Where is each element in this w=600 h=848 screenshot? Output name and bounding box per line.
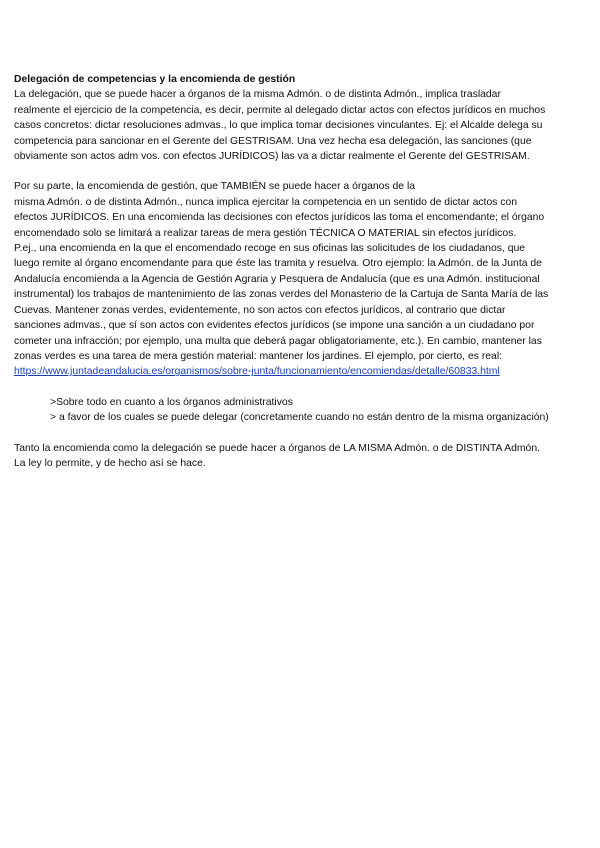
paragraph-delegacion	[14, 87, 586, 164]
bullet-list	[14, 395, 586, 426]
list-item: > a favor de los cuales se puede delegar (concretamente cuando no están dentro de la misma organización)	[50, 412, 549, 424]
paragraph-encomienda	[14, 179, 586, 379]
document-body	[14, 72, 586, 471]
text-line: P.ej., una encomienda en la que el encomendado recoge en sus oficinas las solicitudes de los ciudadanos, que	[14, 243, 526, 255]
text-line: obviamente son actos adm vos. con efectos JURÍDICOS) las va a dictar realmente el Gerente del GESTRISAM.	[14, 151, 530, 163]
encomiendas-link[interactable]: https://www.juntadeandalucia.es/organismos/sobre-junta/funcionamiento/encomiendas/detalle/60833.html	[14, 366, 500, 378]
text-line: sanciones admvas., que sí son actos con evidentes efectos jurídicos (se impone una sanción a un ciudadano por	[14, 320, 535, 332]
text-line: La delegación, que se puede hacer a órganos de la misma Admón. o de distinta Admón., implica trasladar	[14, 89, 501, 101]
text-line: competencia para sancionar en el Gerente del GESTRISAM. Una vez hecha esa delegación, las sanciones (que	[14, 135, 532, 147]
text-line: Tanto la encomienda como la delegación se puede hacer a órganos de LA MISMA Admón. o de DISTINTA Admón.	[14, 442, 541, 454]
list-item: >Sobre todo en cuanto a los órganos administrativos	[50, 396, 293, 408]
paragraph-gap	[14, 164, 586, 179]
text-line: Andalucía encomienda a la Agencia de Gestión Agraria y Pesquera de Andalucía (que es una Admón. institucional	[14, 273, 540, 285]
paragraph-gap	[14, 426, 586, 441]
text-line: luego remite al órgano encomendante para que éste las tramita y resuelva. Otro ejemplo: la Admón. de la Junta de	[14, 258, 542, 270]
text-line: casos concretos: dictar resoluciones admvas., lo que implica tomar decisiones vinculantes. Ej: el Alcalde delega su	[14, 120, 543, 132]
paragraph-gap	[14, 380, 586, 395]
text-line: Cuevas. Mantener zonas verdes, evidentemente, no son actos con efectos jurídicos, al contrario que dictar	[14, 304, 506, 316]
text-line: Por su parte, la encomienda de gestión, que TAMBIÉN se puede hacer a órganos de la	[14, 181, 416, 193]
text-line: encomendado solo se limitará a realizar tareas de mera gestión TÉCNICA O MATERIAL sin efectos jurídicos.	[14, 227, 517, 239]
section-heading: Delegación de competencias y la encomienda de gestión	[14, 74, 296, 85]
text-line: cometer una infracción; por ejemplo, una multa que deberá pagar obligatoriamente, etc.). En cambio, mantener las	[14, 335, 542, 347]
text-line: La ley lo permite, y de hecho así se hace.	[14, 457, 206, 469]
text-line: realmente el ejercicio de la competencia, es decir, permite al delegado dictar actos con efectos jurídicos en muchos	[14, 104, 546, 116]
text-line: instrumental) los trabajos de mantenimiento de las zonas verdes del Monasterio de la Cartuja de Santa María de las	[14, 289, 549, 301]
text-line: efectos JURÍDICOS. En una encomienda las decisiones con efectos jurídicos las toma el encomendante; el órgano	[14, 212, 545, 224]
text-line: misma Admón. o de distinta Admón., nunca implica ejercitar la competencia en un sentido de dictar actos con	[14, 196, 518, 208]
paragraph-conclusion	[14, 441, 586, 472]
text-line: zonas verdes es una tarea de mera gestión material: mantener los jardines. El ejemplo, por cierto, es real:	[14, 350, 503, 362]
